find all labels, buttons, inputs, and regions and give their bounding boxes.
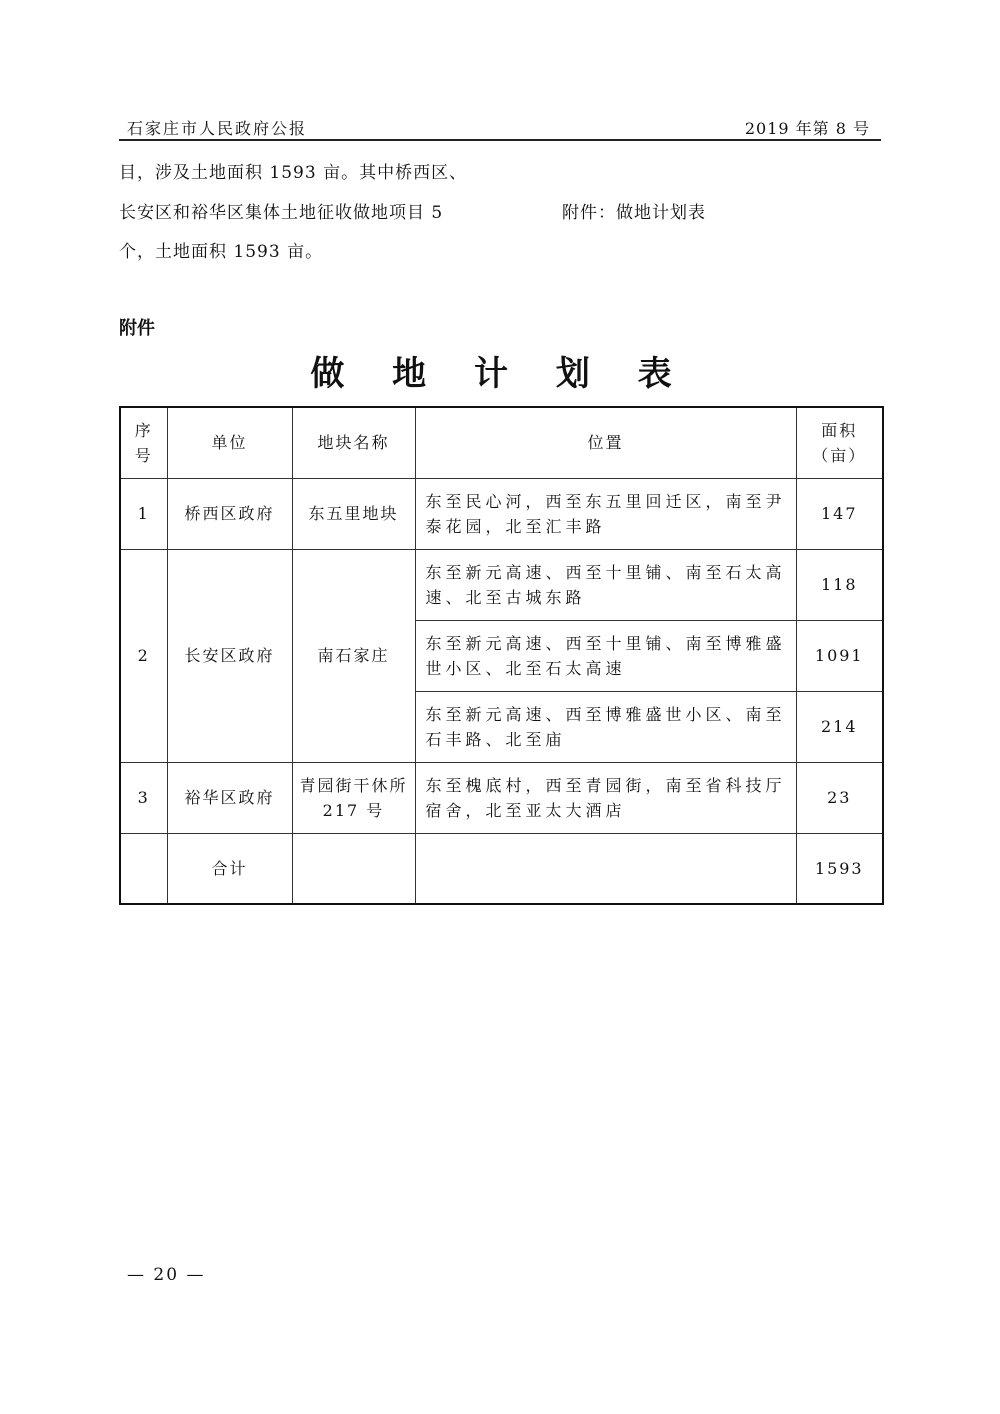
header-plot: 地块名称 [292, 407, 415, 478]
area-cell: 23 [796, 762, 883, 833]
table-row [120, 549, 883, 620]
table-row [120, 478, 883, 549]
seq-cell: 2 [120, 549, 167, 762]
unit-cell: 长安区政府 [167, 549, 292, 762]
land-plan-table [119, 406, 884, 905]
plot-cell: 东五里地块 [292, 478, 415, 549]
plot-cell: 青园街干休所 217 号 [292, 762, 415, 833]
body-text-line-3: 个，土地面积 1593 亩。 [119, 242, 324, 262]
location-cell: 东至新元高速、西至博雅盛世小区、南至石丰路、北至庙 [415, 691, 796, 762]
total-label-cell: 合计 [167, 833, 292, 904]
header-location: 位置 [415, 407, 796, 478]
total-area-cell: 1593 [796, 833, 883, 904]
unit-cell: 裕华区政府 [167, 762, 292, 833]
total-location-cell [415, 833, 796, 904]
document-title: 做 地 计 划 表 [310, 354, 690, 394]
plot-cell: 南石家庄 [292, 549, 415, 762]
attachment-note: 附件：做地计划表 [562, 203, 706, 223]
header-seq: 序号 [120, 407, 167, 478]
header-area-line-2: （亩） [812, 445, 867, 465]
table-header-row [120, 407, 883, 478]
page-number: — 20 — [127, 1265, 206, 1285]
location-cell: 东至民心河，西至东五里回迁区，南至尹泰花园，北至汇丰路 [415, 478, 796, 549]
header-unit: 单位 [167, 407, 292, 478]
table-total-row [120, 833, 883, 904]
seq-cell: 1 [120, 478, 167, 549]
total-seq-cell [120, 833, 167, 904]
header-area-line-1: 面积 [821, 420, 858, 440]
header-publication-name: 石家庄市人民政府公报 [127, 119, 308, 138]
location-cell: 东至新元高速、西至十里铺、南至石太高速、北至古城东路 [415, 549, 796, 620]
location-cell: 东至新元高速、西至十里铺、南至博雅盛世小区、北至石太高速 [415, 620, 796, 691]
attachment-label: 附件 [119, 318, 155, 339]
table-row [120, 762, 883, 833]
area-cell: 147 [796, 478, 883, 549]
header-area [796, 407, 883, 478]
total-plot-cell [292, 833, 415, 904]
seq-cell: 3 [120, 762, 167, 833]
area-cell: 214 [796, 691, 883, 762]
header-issue-number: 2019 年第 8 号 [744, 119, 870, 138]
area-cell: 118 [796, 549, 883, 620]
body-text-line-2: 长安区和裕华区集体土地征收做地项目 5 [119, 203, 444, 223]
unit-cell: 桥西区政府 [167, 478, 292, 549]
header-divider [119, 139, 881, 141]
body-text-line-1: 目，涉及土地面积 1593 亩。其中桥西区、 [119, 163, 468, 183]
area-cell: 1091 [796, 620, 883, 691]
location-cell: 东至槐底村，西至青园街，南至省科技厅宿舍，北至亚太大酒店 [415, 762, 796, 833]
